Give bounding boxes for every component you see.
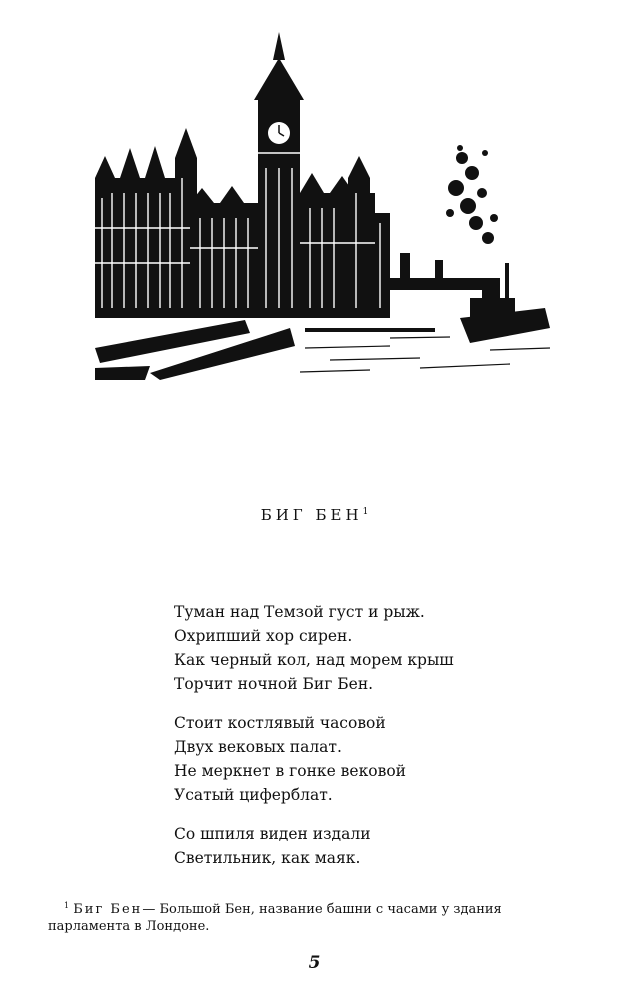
footnote-mark: 1 <box>64 901 70 910</box>
poem-line: Усатый циферблат. <box>174 786 333 804</box>
footnote-term: Биг Бен <box>73 902 143 917</box>
big-ben-illustration <box>90 28 555 380</box>
page-number: 5 <box>308 953 321 973</box>
poem-line: Торчит ночной Биг Бен. <box>174 675 374 693</box>
stanza-2 <box>174 711 574 807</box>
poem-line: Двух вековых палат. <box>174 738 342 756</box>
stanza-1 <box>174 600 574 696</box>
poem-line: Охрипший хор сирен. <box>174 627 353 645</box>
stanza-3 <box>174 822 574 870</box>
footnote-definition: — Большой Бен, название башни с часами у здания <box>142 902 502 917</box>
footnote-line-1 <box>48 897 593 918</box>
footnote-line-2: парламента в Лондоне. <box>48 919 210 934</box>
poem-line: Не меркнет в гонке вековой <box>174 762 406 780</box>
poem-line: Светильник, как маяк. <box>174 849 361 867</box>
poem-line: Туман над Темзой густ и рыж. <box>174 603 425 621</box>
poem-title <box>0 506 629 524</box>
poem-line: Как черный кол, над морем крыш <box>174 651 454 669</box>
poem-line: Со шпиля виден издали <box>174 825 371 843</box>
poem-body <box>174 600 574 885</box>
big-ben-parliament-icon <box>90 28 555 380</box>
title-footnote-mark: 1 <box>362 507 369 517</box>
poem-title-text: БИГ БЕН <box>260 506 363 524</box>
poem-line: Стоит костлявый часовой <box>174 714 386 732</box>
footnote <box>48 897 593 935</box>
